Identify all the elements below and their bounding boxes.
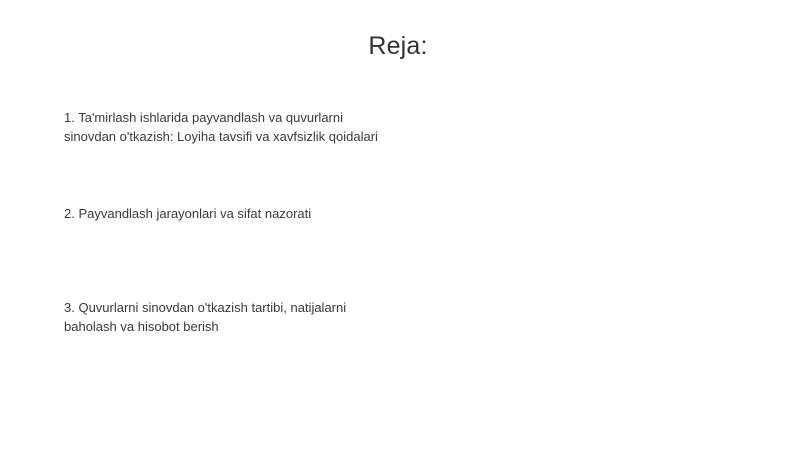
- slide-title: Reja:: [368, 32, 428, 60]
- plan-item-2-line-1: 2. Payvandlash jarayonlari va sifat nazorati: [64, 206, 312, 221]
- plan-item-1-line-1: 1. Ta'mirlash ishlarida payvandlash va quvurlarni: [64, 110, 343, 125]
- plan-item-2: [64, 204, 424, 223]
- plan-item-1: [64, 108, 424, 146]
- plan-item-3: [64, 298, 424, 336]
- plan-item-3-line-2: baholash va hisobot berish: [64, 319, 219, 334]
- plan-item-3-line-1: 3. Quvurlarni sinovdan o'tkazish tartibi, natijalarni: [64, 300, 347, 315]
- plan-item-1-line-2: sinovdan o'tkazish: Loyiha tavsifi va xavfsizlik qoidalari: [64, 129, 378, 144]
